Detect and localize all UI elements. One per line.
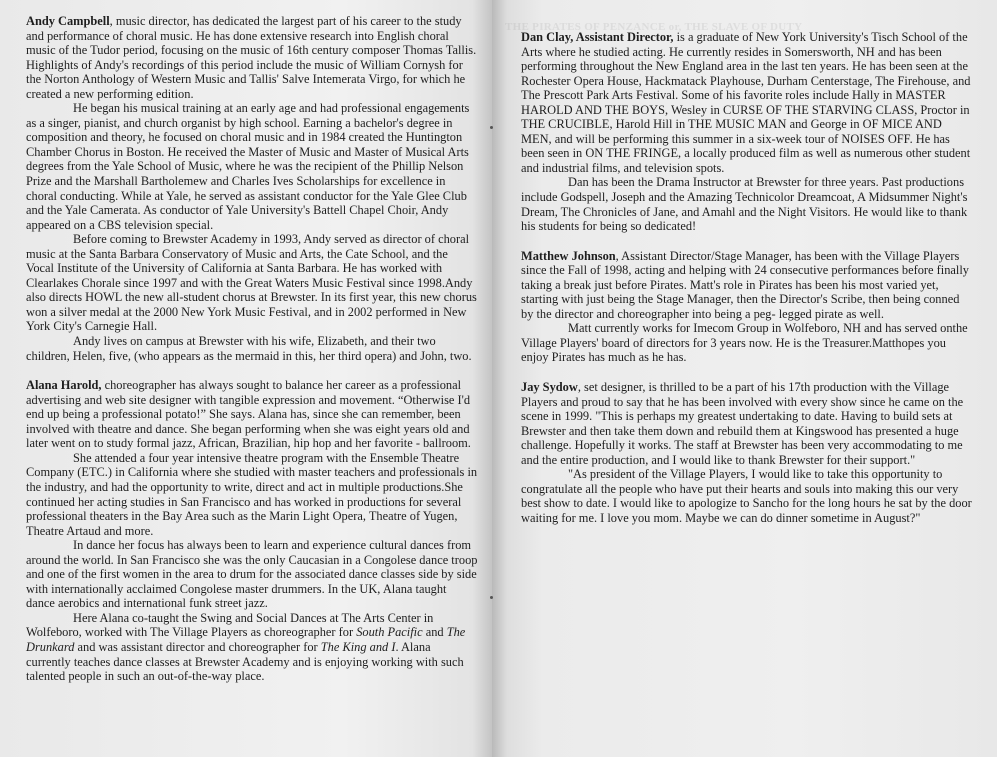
- person-name: Matthew Johnson: [521, 248, 616, 263]
- bleed-through-text: THE PIRATES OF PENZANCE or, THE SLAVE OF DUTY: [505, 21, 803, 33]
- bio-paragraph: [521, 175, 973, 233]
- bio-paragraph: [521, 380, 973, 467]
- bio-paragraph: [26, 232, 478, 334]
- text-run: , music director, has dedicated the largest part of his career to the study and performance of choral music. He has done extensive research into English choral music of the Tudor period, focusing on the music of 16th century composer Thomas Tallis. Highlights of Andy's recordings of this period include the music of William Cornysh for the Norton Anthology of Western Music and Tallis' Salve Intemerata Virgo, for which he created a new performing edition.: [26, 14, 477, 101]
- bio-andy: [26, 14, 478, 363]
- text-run: choreographer has always sought to balance her career as a professional advertising and web site designer with tangible expression and movement. “Otherwise I'd end up being a professional potato!” She says. Alana has, since she can remember, been involved with theatre and dance. She began performing when she was eight years old and later went on to study formal jazz, African, Brazilian, hip hop and her favorite - ballroom.: [26, 378, 471, 451]
- person-name: Andy Campbell: [26, 14, 110, 28]
- bio-jay: [521, 380, 973, 525]
- text-run: Dan has been the Drama Instructor at Brewster for three years. Past productions include Godspell, Joseph and the Amazing Technicolor Dreamcoat, A Midsummer Night's Dream, The Chronicles of Jane, and Amahl and the Night Visitors. He would like to thank his students for being so dedicated!: [521, 175, 968, 234]
- left-column: [26, 14, 478, 684]
- text-run: She attended a four year intensive theatre program with the Ensemble Theatre Company (ETC.) in California where she studied with master teachers and professionals in the industry, and had the opportunity to write, direct and act in multiple productions.She continued her acting studies in San Francisco and has worked in productions for several professional theaters in the Bay Area such as the Marin Light Opera, Theatre of Yugen, Theatre Artaud and more.: [26, 450, 478, 538]
- text-run: Before coming to Brewster Academy in 1993, Andy served as director of choral music at the Santa Barbara Conservatory of Music and Arts, the Cate School, and the Vocal Institute of the University of California at Santa Barbara. He has worked with Clearlakes Chorale since 1997 and with the Great Waters Music Festival since 1998.Andy also directs HOWL the new all-student chorus at Brewster. In its first year, this new chorus won a silver medal at the 2000 New York Music Festival, and in 2002 performed in New York City's Carnegie Hall.: [26, 232, 477, 334]
- show-title: South Pacific: [356, 625, 423, 640]
- person-name: Alana Harold,: [26, 378, 102, 393]
- bio-paragraph: [521, 467, 973, 525]
- binding-hole-mark: [490, 126, 493, 129]
- show-title: The Drunkard: [26, 625, 466, 654]
- bio-paragraph: [26, 451, 478, 538]
- bio-paragraph: [26, 611, 478, 684]
- text-run: Here Alana co-taught the Swing and Social Dances at The Arts Center in Wolfeboro, worked with The Village Players as choreographer for: [26, 610, 434, 640]
- person-name: Jay Sydow: [521, 380, 578, 395]
- text-run: is a graduate of New York University's Tisch School of the Arts where he studied acting. He currently resides in Somersworth, NH and has been performing throughout the New England area in the last ten years. He has been seen at the Rochester Opera House, Hackmatack Playhouse, Durham Centerstage, The Firehouse, and The Prescott Park Arts Festival. Some of his favorite roles include Hally in MASTER HAROLD AND THE BOYS, Wesley in CURSE OF THE STARVING CLASS, Proctor in THE CRUCIBLE, Harold Hill in THE MUSIC MAN and George in OF MICE AND MEN, and will be performing this summer in a six-week tour of NOISES OFF. He has been seen in ON THE FRINGE, a locally produced film as well as numerous other student and industrial films, and television spots.: [521, 30, 971, 175]
- bio-paragraph: [26, 378, 478, 451]
- bio-dan: [521, 30, 973, 234]
- bio-paragraph: [521, 249, 973, 322]
- show-title: The King and I: [320, 639, 396, 654]
- binding-hole-mark: [490, 596, 493, 599]
- right-column: [521, 30, 973, 526]
- text-run: "As president of the Village Players, I would like to take this opportunity to congratulate all the people who have put their hearts and souls into making this our very best show to date. I would like to apologize to Sancho for the long hours he sat by the door waiting for me. I love you mom. Maybe we can do dinner sometime in August?": [521, 467, 972, 525]
- text-run: , set designer, is thrilled to be a part of his 17th production with the Village Players and proud to say that he has been involved with every show since he came on the scene in 1999. "This is perhaps my greatest undertaking to date. Having to build sets at Brewster and then take them down and rebuild them at Kingswood has presented a huge challenge. Hopefully it works. The staff at Brewster has been very accommodating to me and the entire production, and I would like to thank Brewster for their support.": [521, 380, 964, 467]
- text-run: and: [422, 625, 447, 640]
- text-run: Matt currently works for Imecom Group in Wolfeboro, NH and has served onthe Village Players' board of directors for 3 years now. He is the Treasurer.Matthopes you enjoy Pirates has much as he has.: [521, 321, 968, 365]
- bio-paragraph: [26, 334, 478, 363]
- bio-paragraph: [26, 14, 478, 101]
- bio-alana: [26, 378, 478, 683]
- bio-paragraph: [521, 321, 973, 365]
- bio-paragraph: [26, 538, 478, 611]
- bio-paragraph: [521, 30, 973, 175]
- text-run: . Alana currently teaches dance classes at Brewster Academy and is enjoying working with such talented people in such an out-of-the-way place.: [26, 639, 464, 684]
- text-run: and was assistant director and choreographer for: [74, 639, 321, 654]
- text-run: He began his musical training at an early age and had professional engagements as a singer, pianist, and church organist by high school. Earning a bachelor's degree in composition and theory, he focused on choral music and in 1984 created the Huntington Chamber Chorus in Boston. He received the Master of Music and Master of Musical Arts degrees from the Yale School of Music, where he was the recipient of the Phillip Nelson Prize and the Marshall Bartholemew and Charles Ives Scholarships for excellence in choral conducting. While at Yale, he served as assistant conductor for the Yale Glee Club and the Yale Camerata. As conductor of Yale University's Battell Chapel Choir, Andy appeared on a CBS television special.: [26, 101, 470, 232]
- text-run: , Assistant Director/Stage Manager, has been with the Village Players since the Fall of 1998, acting and helping with 24 consecutive performances before finally taking a break just before Pirates. Matt's role in Pirates has been his most varied yet, starting with just being the Stage Manager, then the Director's Scribe, then being conned by the director and choreographer into being a peg- legged pirate as well.: [521, 248, 969, 321]
- bio-paragraph: [26, 101, 478, 232]
- bio-matthew: [521, 249, 973, 365]
- person-name: Dan Clay, Assistant Director,: [521, 30, 674, 44]
- text-run: In dance her focus has always been to learn and experience cultural dances from around the world. In San Francisco she was the only Caucasian in a Congolese dance troop and one of the first women in the area to drum for the associated dance classes side by side with internationally acclaimed Congolese master drummers. In the UK, Alana taught dance aerobics and international funk street jazz.: [26, 538, 478, 611]
- text-run: Andy lives on campus at Brewster with his wife, Elizabeth, and their two children, Helen, five, (who appears as the mermaid in this, her third opera) and John, two.: [26, 334, 472, 363]
